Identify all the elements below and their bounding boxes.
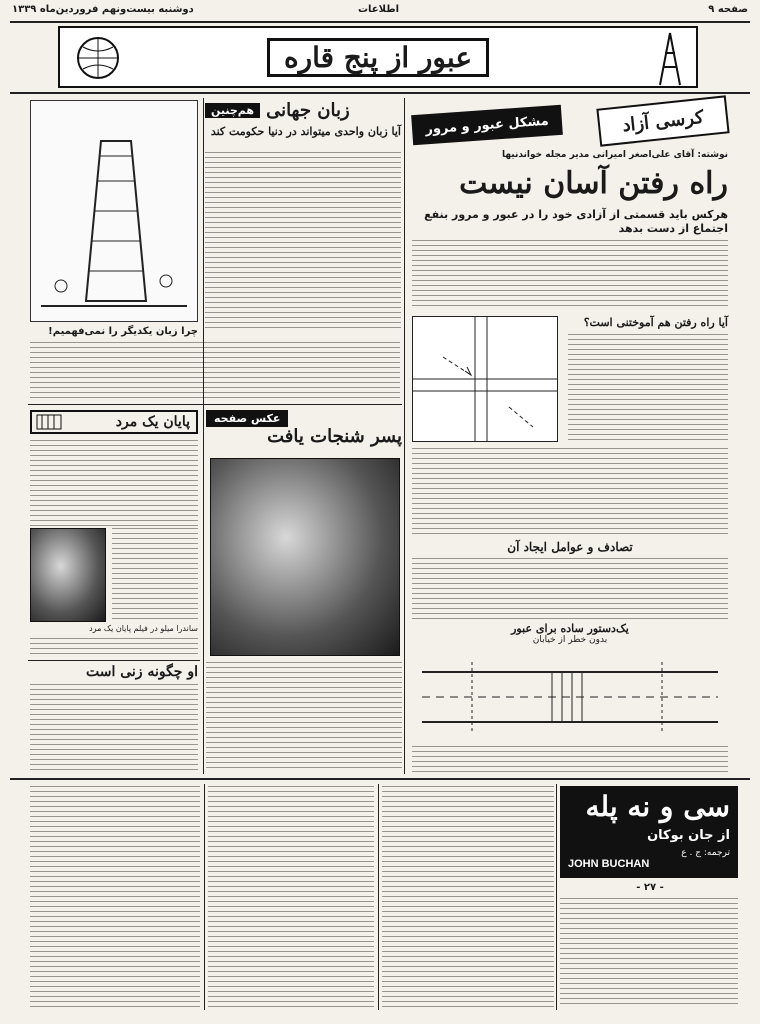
serial-episode: - ۲۷ - (636, 882, 664, 893)
page-number: صفحه ۹ (708, 4, 748, 15)
mother-and-son-photo (210, 458, 400, 656)
photo-story-label: عکس صفحه (206, 410, 288, 427)
banner (58, 26, 698, 88)
language-article-subtitle: آیا زبان واحدی میتواند در دنیا حکومت کند (210, 125, 401, 138)
actress-photo (30, 528, 106, 622)
main-article-subhead: هرکس باید قسمتی از آزادی خود را در عبور و مرور بنفع اجتماع از دست بدهد (424, 208, 728, 235)
banner-title: عبور از پنج قاره (267, 38, 489, 77)
main-article-sub-question: آیا راه رفتن هم آموختنی است؟ (583, 316, 728, 329)
serial-author-en: JOHN BUCHAN (568, 858, 650, 870)
diagram-subcaption: بدون خطر از خیابان (532, 635, 608, 645)
language-article-caption: چرا زبان یکدیگر را نمی‌فهمیم! (48, 326, 198, 337)
date-line: دوشنبه بیست‌ونهم فروردین‌ماه ۱۳۳۹ (12, 4, 194, 15)
language-article-kicker: هم‌چنین (205, 103, 260, 118)
main-article-section-label: کرسی آزاد (621, 106, 705, 136)
main-article-side-label: مشکل عبور و مرور (411, 105, 563, 145)
main-article-author: نوشته: آقای علی‌اصغر امیرانی مدیر مجله خواندنیها (501, 150, 728, 160)
eiffel-tower-icon (650, 31, 690, 87)
main-article-headline: راه رفتن آسان نیست (459, 166, 728, 201)
serial-box (560, 786, 738, 878)
crossing-diagram (412, 652, 728, 740)
diagram-caption: یک‌دستور ساده برای عبور (511, 622, 629, 635)
film-strip-icon (36, 414, 62, 430)
serial-title: سی و نه پله (585, 790, 730, 823)
photo-story-title: پسر شنجات یافت (267, 426, 402, 447)
paper-name: اطلاعات (358, 4, 400, 15)
section-label-box (596, 95, 729, 146)
street-crossing-diagram (412, 316, 558, 442)
serial-author-fa: از جان بوکان (647, 828, 730, 843)
woman-item-title: او چگونه زنی است (86, 664, 198, 680)
main-article-section-head: تصادف و عوامل ایجاد آن (507, 540, 633, 554)
language-article-title: زبان جهانی (266, 100, 350, 121)
tower-of-babel-illustration (30, 100, 198, 322)
film-item-title: پایان یک مرد (115, 414, 190, 430)
film-item-caption: ساندرا میلو در فیلم پایان یک مرد (89, 624, 198, 633)
globe-icon (68, 33, 128, 83)
serial-translator: ترجمه: ج . ع (681, 848, 730, 858)
